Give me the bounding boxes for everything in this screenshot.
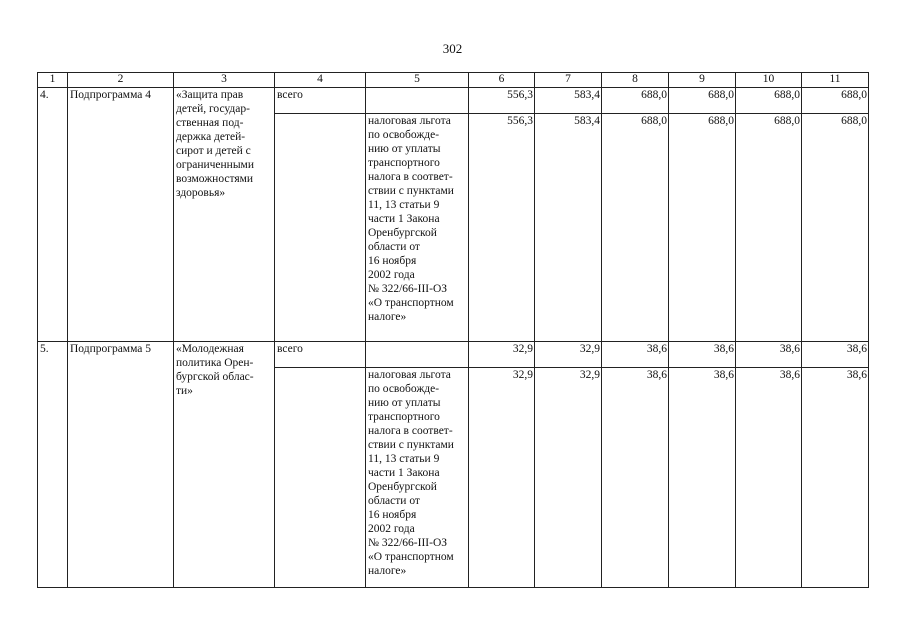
subprogram-label: Подпрограмма 5: [68, 342, 174, 588]
column-number: 9: [669, 73, 736, 88]
total-label: всего: [275, 342, 366, 368]
column-number: 4: [275, 73, 366, 88]
value-cell: 688,0: [802, 88, 869, 114]
column-number: 10: [736, 73, 802, 88]
program-table: [37, 72, 869, 588]
value-cell: 556,3: [469, 88, 535, 114]
value-cell: 38,6: [736, 368, 802, 588]
row-number: 4.: [38, 88, 68, 342]
column-number: 11: [802, 73, 869, 88]
subprogram-name: «Защита прав детей, государ- ственная под- держка детей- сирот и детей с ограниченными возможностями здоровья»: [174, 88, 275, 342]
value-cell: 688,0: [736, 114, 802, 342]
value-cell: 688,0: [669, 88, 736, 114]
value-cell: 32,9: [469, 368, 535, 588]
value-cell: 32,9: [535, 368, 602, 588]
column-number: 3: [174, 73, 275, 88]
value-cell: 32,9: [469, 342, 535, 368]
empty-cell: [275, 368, 366, 588]
value-cell: 688,0: [669, 114, 736, 342]
value-cell: 38,6: [602, 368, 669, 588]
value-cell: 688,0: [602, 114, 669, 342]
total-label: всего: [275, 88, 366, 114]
empty-cell: [275, 114, 366, 342]
column-number: 5: [366, 73, 469, 88]
value-cell: 556,3: [469, 114, 535, 342]
value-cell: 688,0: [602, 88, 669, 114]
column-number: 7: [535, 73, 602, 88]
value-cell: 583,4: [535, 88, 602, 114]
page-number: 302: [442, 41, 463, 56]
column-number: 1: [38, 73, 68, 88]
column-number: 8: [602, 73, 669, 88]
value-cell: 38,6: [736, 342, 802, 368]
empty-cell: [366, 342, 469, 368]
subprogram-name: «Молодежная политика Орен- бургской облас- ти»: [174, 342, 275, 588]
value-cell: 38,6: [802, 368, 869, 588]
value-cell: 583,4: [535, 114, 602, 342]
table-row: [38, 88, 869, 114]
value-cell: 688,0: [802, 114, 869, 342]
row-number: 5.: [38, 342, 68, 588]
funding-source: налоговая льгота по освобожде- нию от уплаты транспортного налога в соответ- ствии с пунктами 11, 13 статьи 9 части 1 Закона Оренбургской области от 16 ноября 2002 года № 322/66-III-ОЗ «О транспортном налоге»: [366, 368, 469, 588]
table-row: [38, 342, 869, 368]
funding-source: налоговая льгота по освобожде- нию от уплаты транспортного налога в соответ- ствии с пунктами 11, 13 статьи 9 части 1 Закона Оренбургской области от 16 ноября 2002 года № 322/66-III-ОЗ «О транспортном налоге»: [366, 114, 469, 342]
column-numbers-row: [38, 73, 869, 88]
value-cell: 32,9: [535, 342, 602, 368]
value-cell: 38,6: [669, 368, 736, 588]
value-cell: 38,6: [669, 342, 736, 368]
column-number: 6: [469, 73, 535, 88]
value-cell: 688,0: [736, 88, 802, 114]
value-cell: 38,6: [802, 342, 869, 368]
empty-cell: [366, 88, 469, 114]
subprogram-label: Подпрограмма 4: [68, 88, 174, 342]
value-cell: 38,6: [602, 342, 669, 368]
column-number: 2: [68, 73, 174, 88]
